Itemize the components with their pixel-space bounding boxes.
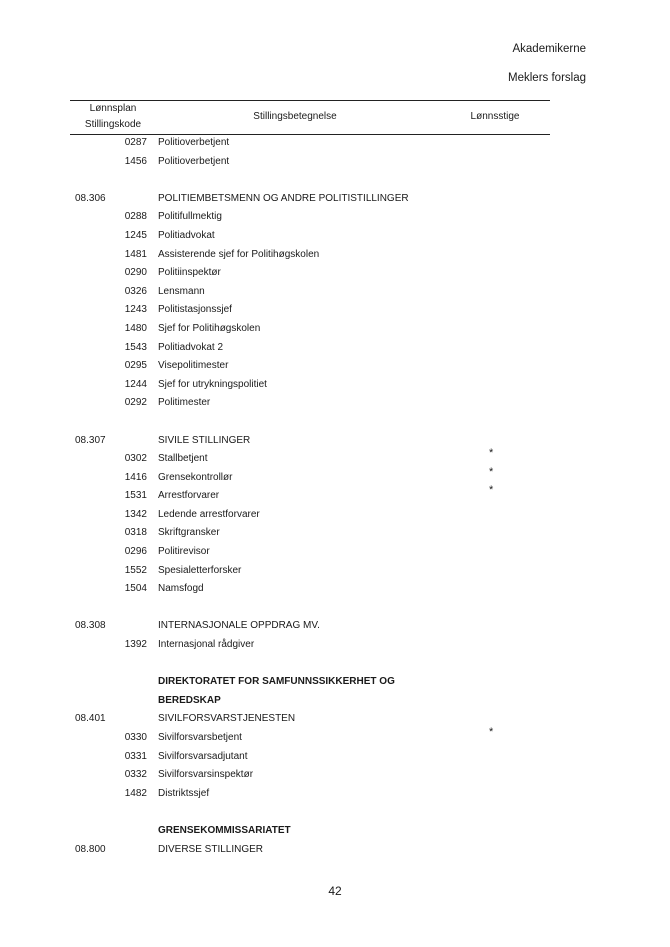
position-title: GRENSEKOMMISSARIATET	[158, 824, 291, 836]
position-title: Lensmann	[158, 285, 205, 297]
position-title: Internasjonal rådgiver	[158, 639, 255, 651]
position-title: Politistasjonssjef	[158, 304, 232, 316]
table-row	[0, 484, 670, 506]
table-row	[0, 134, 670, 153]
table-row	[0, 692, 670, 711]
position-title: Politirevisor	[158, 546, 210, 558]
position-code: 1456	[124, 155, 147, 167]
table-row	[0, 599, 670, 618]
table-row	[0, 636, 670, 655]
position-title: Sivilforsvarsinspektør	[158, 769, 254, 781]
group-code: 08.307	[75, 434, 106, 446]
position-code: 0302	[124, 453, 147, 465]
table-row	[0, 376, 670, 395]
position-title: Skriftgransker	[158, 527, 220, 539]
position-title: Sjef for Politihøgskolen	[158, 322, 261, 334]
table-row	[0, 785, 670, 804]
position-title: SIVILFORSVARSTJENESTEN	[158, 713, 296, 725]
position-code: 1531	[124, 490, 147, 502]
ladder-mark: *	[489, 484, 494, 497]
position-table	[0, 134, 670, 859]
position-title: Politiadvokat	[158, 229, 215, 241]
position-code: 0331	[124, 750, 147, 762]
table-row	[0, 562, 670, 581]
position-title: Politioverbetjent	[158, 155, 230, 167]
table-row	[0, 710, 670, 729]
table-row	[0, 190, 670, 209]
table-row	[0, 357, 670, 376]
table-row	[0, 171, 670, 190]
position-title: Distriktssjef	[158, 787, 210, 799]
table-row	[0, 320, 670, 339]
position-title: Grensekontrollør	[158, 471, 233, 483]
table-row	[0, 617, 670, 636]
position-code: 1244	[124, 378, 147, 390]
proposal-label: Meklers forslag	[508, 72, 586, 84]
table-row	[0, 822, 670, 841]
table-row	[0, 413, 670, 432]
position-title: POLITIEMBETSMENN OG ANDRE POLITISTILLINGER	[158, 192, 409, 204]
column-header-ladder: Lønnsstige	[470, 111, 520, 122]
position-title: SIVILE STILLINGER	[158, 434, 251, 446]
table-row	[0, 580, 670, 599]
position-code: 0318	[124, 527, 147, 539]
table-row	[0, 673, 670, 692]
position-code: 1552	[124, 564, 147, 576]
position-code: 1482	[124, 787, 147, 799]
position-title: Spesialetterforsker	[158, 564, 242, 576]
position-code: 0330	[124, 732, 147, 743]
ladder-mark: *	[489, 465, 494, 478]
group-code: 08.401	[75, 713, 106, 725]
table-row	[0, 766, 670, 785]
position-code: 0290	[124, 267, 147, 279]
position-title: DIREKTORATET FOR SAMFUNNSSIKKERHET OG	[158, 676, 395, 688]
group-code: 08.308	[75, 620, 106, 632]
table-row	[0, 726, 670, 748]
position-title: Ledende arrestforvarer	[158, 508, 260, 520]
table-row	[0, 432, 670, 451]
table-row	[0, 301, 670, 320]
position-title: Stallbetjent	[158, 453, 208, 465]
table-row	[0, 748, 670, 767]
column-header-title: Stillingsbetegnelse	[253, 111, 337, 122]
position-title: BEREDSKAP	[158, 694, 221, 706]
position-code: 1481	[124, 248, 147, 260]
position-title: Politiinspektør	[158, 267, 221, 279]
ladder-mark: *	[489, 726, 494, 738]
position-title: Sjef for utrykningspolitiet	[158, 378, 267, 390]
position-code: 1342	[124, 508, 147, 520]
organization-name: Akademikerne	[512, 43, 586, 55]
position-title: Namsfogd	[158, 583, 204, 595]
table-row	[0, 447, 670, 469]
table-row	[0, 394, 670, 413]
table-row	[0, 543, 670, 562]
position-title: Politimester	[158, 397, 211, 409]
position-title: Arrestforvarer	[158, 490, 220, 502]
table-row	[0, 803, 670, 822]
table-row	[0, 208, 670, 227]
position-code: 1480	[124, 322, 147, 334]
position-code: 1245	[124, 229, 147, 241]
position-title: INTERNASJONALE OPPDRAG MV.	[158, 620, 320, 632]
page-number: 42	[328, 884, 342, 898]
table-row	[0, 655, 670, 674]
position-code: 0326	[124, 285, 147, 297]
position-code: 1392	[124, 639, 147, 651]
table-row	[0, 283, 670, 302]
position-code: 0288	[124, 211, 147, 223]
table-row	[0, 264, 670, 283]
group-code: 08.306	[75, 192, 106, 204]
position-code: 1243	[124, 304, 147, 316]
position-title: DIVERSE STILLINGER	[158, 843, 264, 855]
table-row	[0, 227, 670, 246]
ladder-mark: *	[489, 447, 494, 460]
position-code: 0287	[124, 137, 147, 148]
group-code: 08.800	[75, 843, 106, 855]
position-code: 1416	[124, 471, 147, 483]
column-header-code-line1: Lønnsplan	[89, 103, 137, 114]
position-code: 0296	[124, 546, 147, 558]
column-header-code-line2: Stillingskode	[84, 119, 142, 130]
table-row	[0, 153, 670, 172]
table-row	[0, 339, 670, 358]
position-code: 0332	[124, 769, 147, 781]
table-row	[0, 524, 670, 543]
position-code: 1543	[124, 341, 147, 353]
position-code: 0292	[124, 397, 147, 409]
table-row	[0, 465, 670, 488]
table-row	[0, 246, 670, 265]
position-title: Assisterende sjef for Politihøgskolen	[158, 248, 320, 260]
table-row	[0, 506, 670, 525]
position-title: Sivilforsvarsbetjent	[158, 732, 242, 743]
position-title: Sivilforsvarsadjutant	[158, 750, 248, 762]
position-code: 0295	[124, 360, 147, 372]
position-title: Visepolitimester	[158, 360, 229, 372]
position-title: Politiadvokat 2	[158, 341, 224, 353]
column-header-code	[70, 101, 156, 133]
table-row	[0, 841, 670, 860]
position-title: Politioverbetjent	[158, 137, 230, 148]
position-code: 1504	[124, 583, 147, 595]
position-title: Politifullmektig	[158, 211, 222, 223]
